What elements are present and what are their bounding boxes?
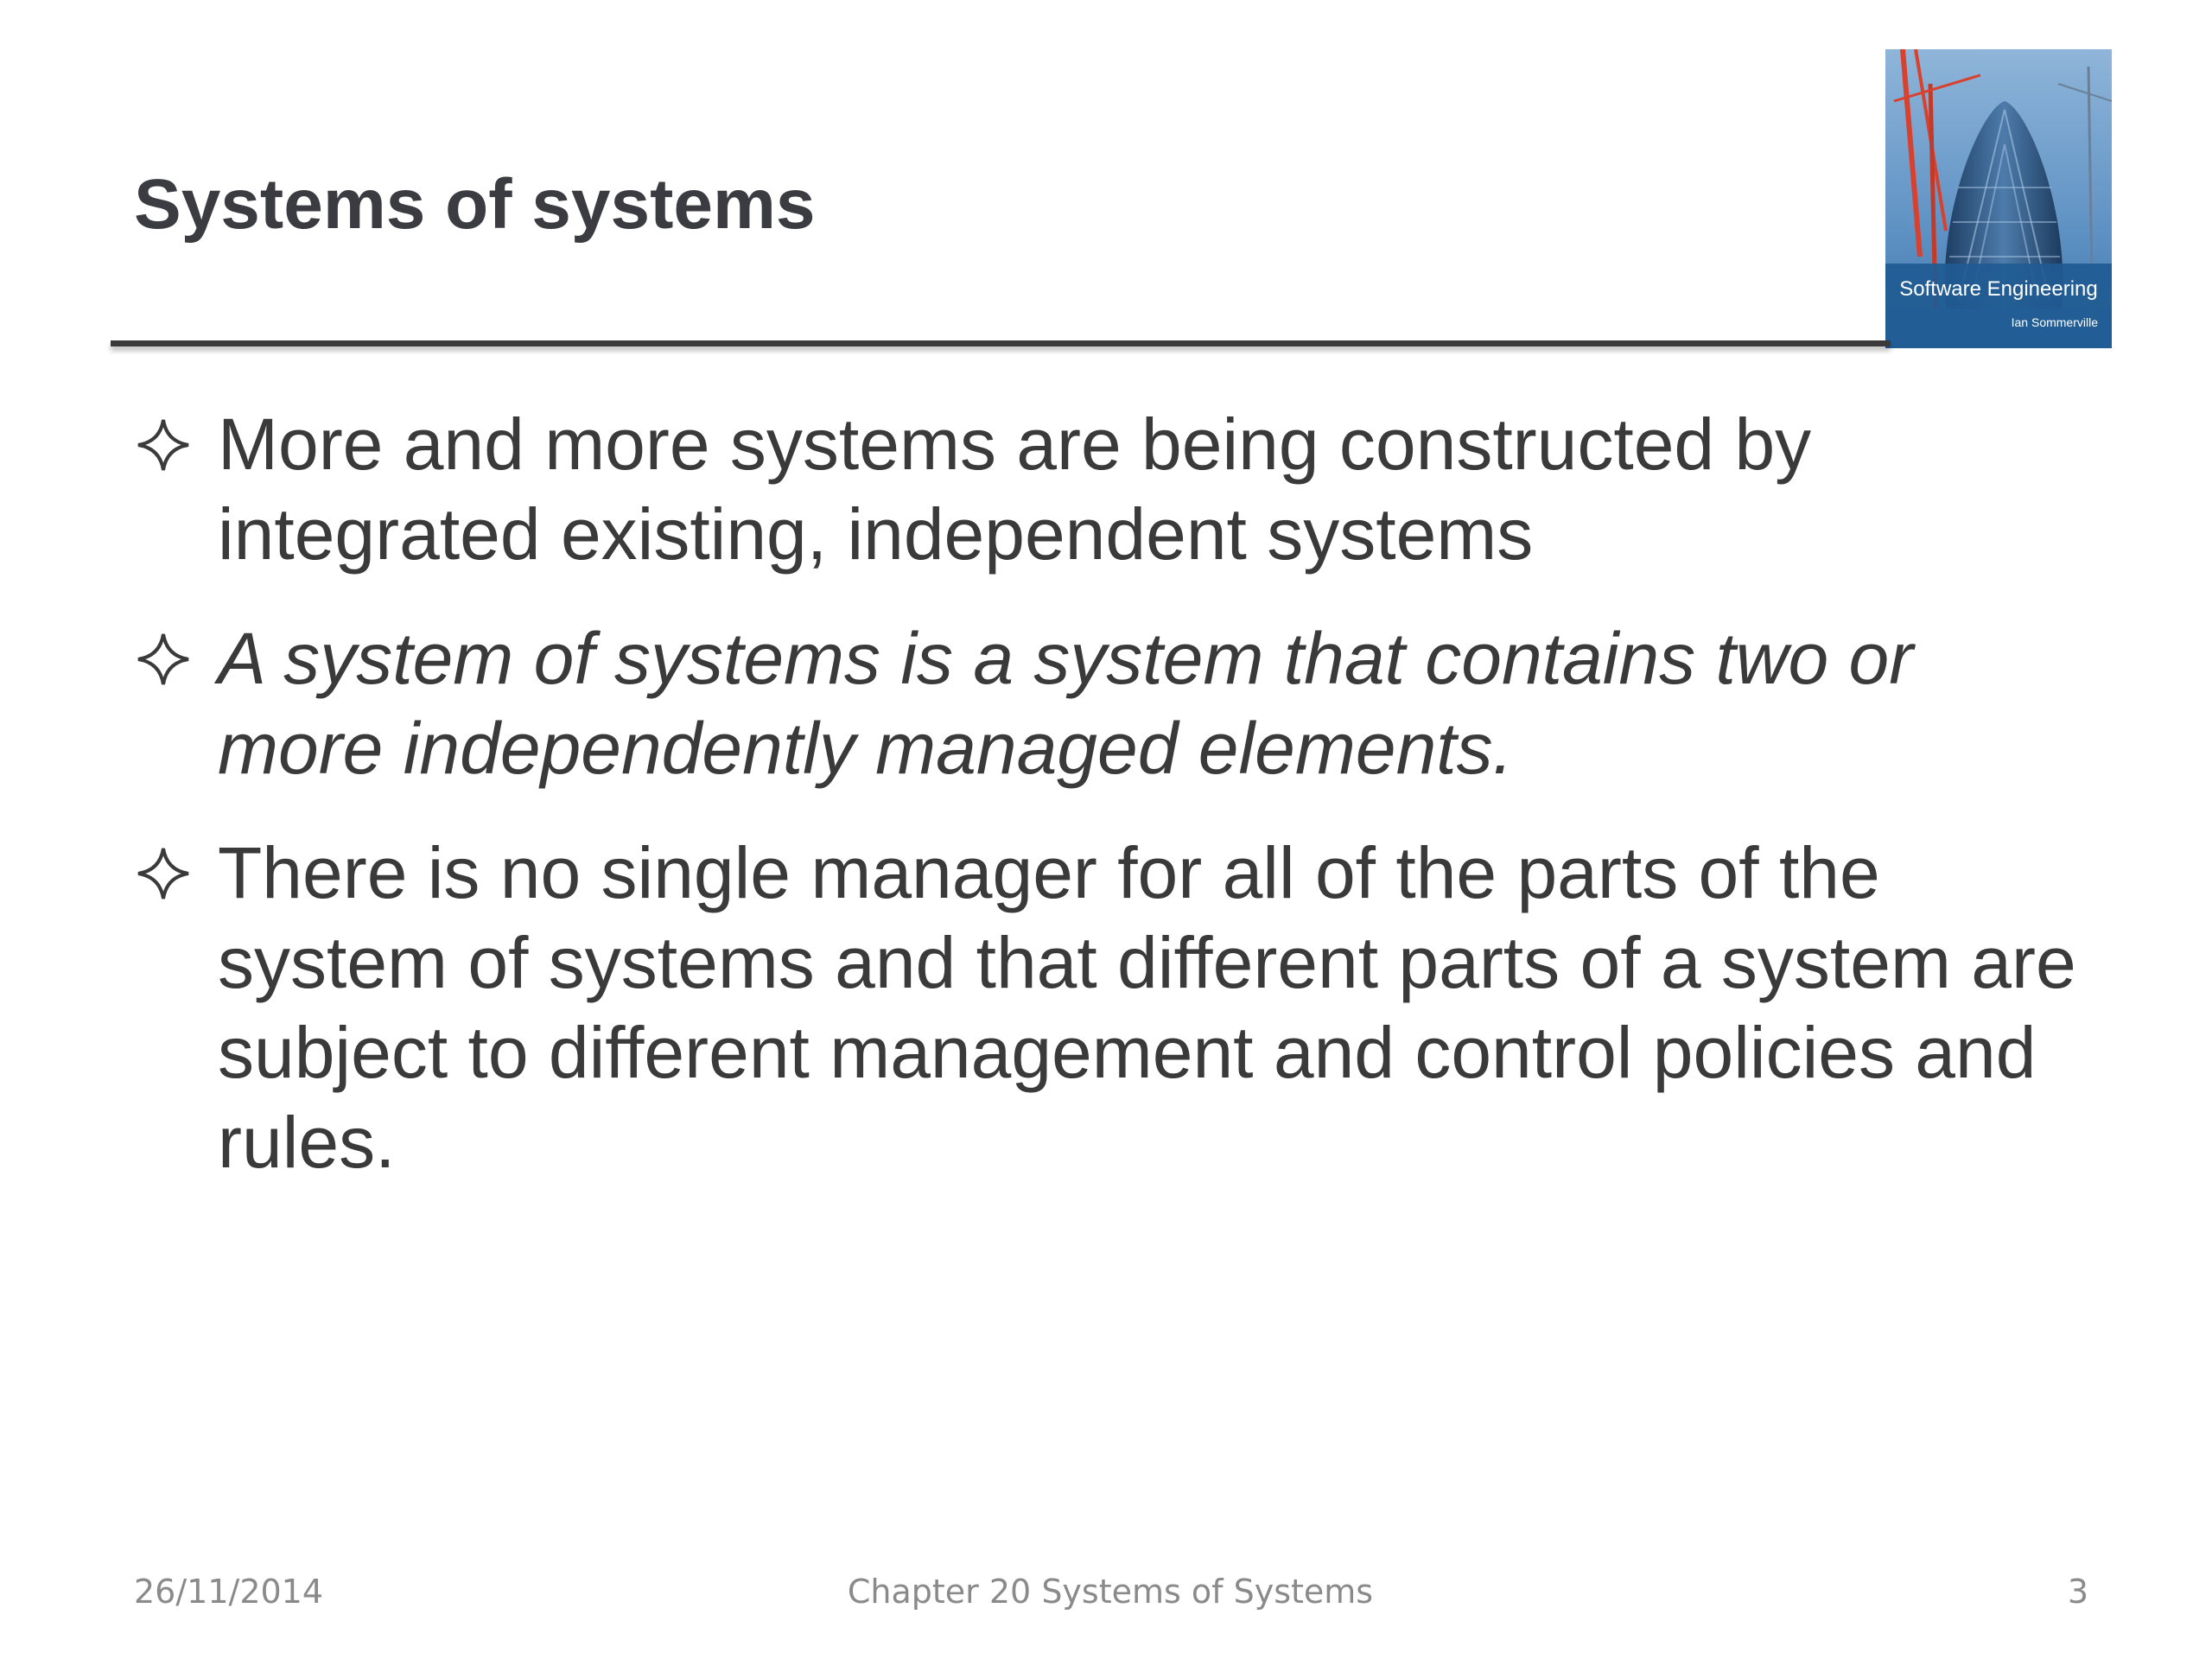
book-cover-illustration [1885,49,2112,348]
bullet-item [137,613,2089,793]
four-point-star-bullet-icon [137,632,190,686]
bullet-text: There is no single manager for all of the parts of the system of systems and that different parts of a system are subject to different management and control policies and rules. [218,832,2076,1183]
footer-date: 26/11/2014 [134,1573,324,1611]
bullet-text: A system of systems is a system that contains two or more independently managed elements. [218,618,1914,789]
bullet-item [137,399,2089,579]
book-cover-title: Software Engineering [1899,277,2098,301]
slide-title: Systems of systems [134,165,816,244]
bullet-item [137,828,2089,1187]
footer-page-number: 3 [2067,1573,2088,1611]
four-point-star-bullet-icon [137,847,190,900]
title-divider [111,340,1891,346]
bullet-list [137,399,2089,1222]
book-cover-image [1885,49,2112,348]
footer-chapter: Chapter 20 Systems of Systems [847,1573,1374,1611]
book-cover-author: Ian Sommerville [2011,315,2098,329]
bullet-text: More and more systems are being constructed by integrated existing, independent systems [218,404,1812,575]
four-point-star-bullet-icon [137,418,190,472]
